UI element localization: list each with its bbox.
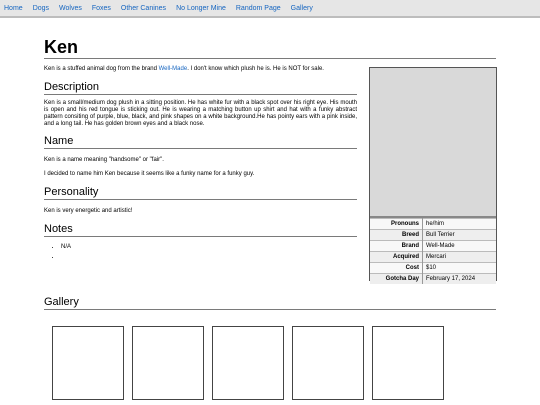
main-column [44, 66, 357, 262]
info-row-acquired [370, 252, 496, 263]
notes-list [44, 242, 357, 262]
name-meaning-text: Ken is a name meaning "handsome" or "fair". [44, 157, 164, 163]
nav-link-random-page[interactable]: Random Page [235, 4, 281, 12]
info-row-pronouns [370, 219, 496, 230]
personality-text: Ken is very energetic and artistic! [44, 208, 133, 214]
info-key: Brand [370, 241, 423, 252]
info-key: Acquired [370, 252, 423, 263]
gallery-grid [52, 326, 497, 398]
notes-heading: Notes [44, 223, 357, 237]
gallery-frame[interactable] [212, 326, 284, 400]
info-table [370, 218, 496, 284]
gallery-frame[interactable] [292, 326, 364, 400]
info-row-cost [370, 263, 496, 274]
intro-text-after: . I don't know which plush he is. He is NOT for sale. [187, 66, 324, 72]
gallery-frame[interactable] [132, 326, 204, 400]
page-title: Ken [44, 36, 496, 59]
name-heading: Name [44, 135, 357, 149]
notes-item [61, 252, 357, 262]
info-key: Cost [370, 263, 423, 274]
nav-link-other-canines[interactable]: Other Canines [120, 4, 167, 12]
nav-link-no-longer-mine[interactable]: No Longer Mine [176, 4, 226, 12]
gallery-heading: Gallery [44, 296, 496, 310]
page-content [44, 36, 496, 308]
personality-heading: Personality [44, 186, 357, 200]
nav-link-gallery[interactable]: Gallery [290, 4, 313, 12]
info-value: Well-Made [423, 241, 497, 252]
intro-paragraph [44, 66, 357, 73]
info-row-gotcha-day [370, 274, 496, 285]
info-value: Bull Terrier [423, 230, 497, 241]
intro-text-before: Ken is a stuffed animal dog from the brand [44, 66, 159, 72]
nav-link-dogs[interactable]: Dogs [32, 4, 50, 12]
info-value: February 17, 2024 [423, 274, 497, 285]
info-key: Breed [370, 230, 423, 241]
info-value: Mercari [423, 252, 497, 263]
info-row-breed [370, 230, 496, 241]
brand-link[interactable]: Well-Made [158, 66, 188, 72]
nav-link-foxes[interactable]: Foxes [91, 4, 111, 12]
nav-link-wolves[interactable]: Wolves [59, 4, 82, 12]
nav-link-home[interactable]: Home [4, 4, 23, 12]
info-value: he/him [423, 219, 497, 230]
plush-image-placeholder [370, 68, 496, 218]
name-reason-text: I decided to name him Ken because it seems like a funky name for a funky guy. [44, 171, 255, 177]
description-text: Ken is a small/medium dog plush in a sitting position. He has white fur with a black spot over his right eye. His mouth is open and his red tongue is sticking out. He is wearing a matching button up shirt and hat with a funky abstract pattern consiting of purple, blue, black, and pink shapes on a white background.He has pointy ears with a pink inside, and a long tail. He has golden brown eyes and a black nose. [44, 100, 357, 127]
notes-item: • N/A [61, 242, 357, 252]
description-heading: Description [44, 81, 357, 95]
top-navigation [0, 0, 540, 18]
info-value: $10 [423, 263, 497, 274]
infobox [369, 67, 497, 281]
gallery-frame[interactable] [372, 326, 444, 400]
info-key: Pronouns [370, 219, 423, 230]
gallery-frame[interactable] [52, 326, 124, 400]
info-key: Gotcha Day [370, 274, 423, 285]
info-row-brand [370, 241, 496, 252]
